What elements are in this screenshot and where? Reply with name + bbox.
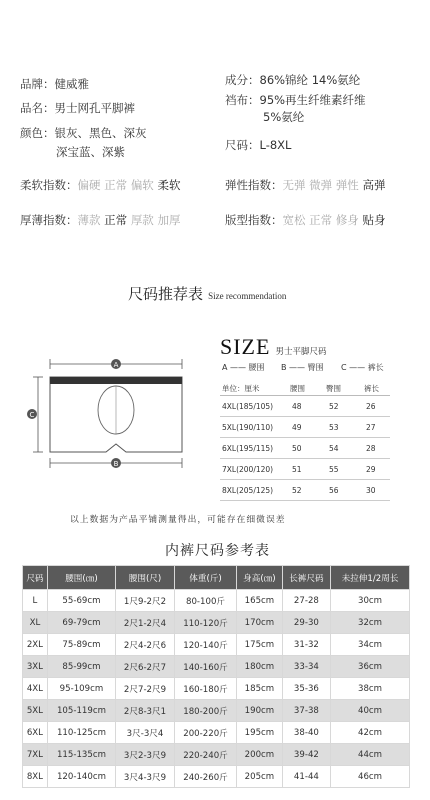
small-table-row-divider	[220, 500, 390, 501]
ref-table-cell: 3尺-3尺4	[116, 722, 175, 744]
ref-table-cell: 140-160斤	[174, 656, 236, 678]
thickness-opt-3: 加厚	[157, 213, 181, 227]
fit-index	[225, 212, 385, 229]
small-table-size-cell: 6XL(195/115)	[222, 444, 274, 453]
table-row	[23, 590, 410, 612]
ref-table-title: 内裤尺码参考表	[165, 543, 270, 559]
table-row	[23, 612, 410, 634]
size-subtitle: 男士平脚尺码	[275, 347, 327, 357]
ref-table-size-cell: XL	[23, 612, 48, 634]
product-name-text: 品名：男士网孔平脚裤	[20, 101, 135, 115]
divider	[220, 395, 390, 396]
table-row	[23, 634, 410, 656]
legend-b: B —— 臀围	[281, 363, 324, 372]
ref-table-cell: 120-140斤	[174, 634, 236, 656]
ref-table-cell: 32cm	[331, 612, 410, 634]
small-table-header-waist: 腰围	[290, 384, 305, 393]
small-table-value-cell: 48	[292, 402, 302, 411]
ref-table-cell: 38-40	[282, 722, 330, 744]
small-table-value-cell: 29	[366, 465, 376, 474]
small-table-value-cell: 49	[292, 423, 302, 432]
ref-table-cell: 2尺4-2尺6	[116, 634, 175, 656]
small-table-header-hip: 臀围	[326, 384, 341, 393]
softness-opt-0: 偏硬	[77, 178, 101, 192]
ref-table-cell: 75-89cm	[47, 634, 115, 656]
small-table-size-cell: 7XL(200/120)	[222, 465, 274, 474]
thickness-opt-2: 厚款	[130, 213, 154, 227]
ref-table-cell: 44cm	[331, 744, 410, 766]
label-b: B	[113, 460, 119, 468]
small-table-value-cell: 26	[366, 402, 376, 411]
ref-table-cell: 33-34	[282, 656, 330, 678]
elasticity-opt-2: 弹性	[335, 178, 359, 192]
size-recommend-title-en: Size recommendation	[208, 291, 287, 301]
ref-table-cell: 190cm	[237, 700, 283, 722]
ref-table-header-row	[23, 566, 410, 590]
ref-table-cell: 110-125cm	[47, 722, 115, 744]
ref-table-cell: 185cm	[237, 678, 283, 700]
size-range-text: 尺码：L-8XL	[225, 138, 292, 152]
ref-table-cell: 165cm	[237, 590, 283, 612]
ref-table-cell: 240-260斤	[174, 766, 236, 788]
thickness-opt-1: 正常	[104, 213, 128, 227]
ref-table-cell: 3尺4-3尺9	[116, 766, 175, 788]
ref-table-size-cell: 2XL	[23, 634, 48, 656]
ref-table-cell: 205cm	[237, 766, 283, 788]
size-recommend-title	[128, 283, 286, 304]
brand-text: 品牌：健威雅	[20, 77, 89, 91]
ref-table-cell: 160-180斤	[174, 678, 236, 700]
lining-line1: 裆布：95%再生纤维素纤维	[225, 93, 366, 107]
label-c: C	[29, 411, 35, 419]
ref-table-cell: 120-140cm	[47, 766, 115, 788]
ref-table-header-cell: 身高(㎝)	[237, 566, 283, 590]
ref-table-cell: 46cm	[331, 766, 410, 788]
ref-table-cell: 175cm	[237, 634, 283, 656]
ref-table-cell: 36cm	[331, 656, 410, 678]
softness-opt-3: 柔软	[157, 178, 181, 192]
ref-table-cell: 200-220斤	[174, 722, 236, 744]
ref-table-header-cell: 腰围(㎝)	[47, 566, 115, 590]
ref-table-cell: 38cm	[331, 678, 410, 700]
ref-table-cell: 2尺6-2尺7	[116, 656, 175, 678]
ref-table-cell: 180cm	[237, 656, 283, 678]
small-table-header-unit: 单位：厘米	[222, 384, 260, 393]
fit-label: 版型指数：	[225, 213, 283, 227]
ref-table-header-cell: 未拉伸1/2周长	[331, 566, 410, 590]
ref-table-cell: 31-32	[282, 634, 330, 656]
ref-table-size-cell: 8XL	[23, 766, 48, 788]
ref-table-cell: 220-240斤	[174, 744, 236, 766]
measure-note: 以上数据为产品平铺测量得出，可能存在细微误差	[70, 515, 286, 525]
ref-table-size-cell: 7XL	[23, 744, 48, 766]
table-row	[23, 700, 410, 722]
ref-table-header-cell: 腰围(尺)	[116, 566, 175, 590]
elasticity-label: 弹性指数：	[225, 178, 283, 192]
ref-table-cell: 29-30	[282, 612, 330, 634]
ref-table-cell: 39-42	[282, 744, 330, 766]
label-a: A	[113, 361, 119, 369]
ref-table-cell: 2尺7-2尺9	[116, 678, 175, 700]
size-recommend-title-cn: 尺码推荐表	[128, 285, 204, 303]
briefs-diagram	[20, 352, 200, 472]
ref-table-cell: 2尺8-3尺1	[116, 700, 175, 722]
fit-opt-2: 修身	[335, 213, 359, 227]
ref-table-cell: 27-28	[282, 590, 330, 612]
small-table-value-cell: 30	[366, 486, 376, 495]
size-heading	[220, 334, 327, 360]
elasticity-opt-1: 微弹	[309, 178, 333, 192]
ref-table-size-cell: 6XL	[23, 722, 48, 744]
fit-opt-0: 宽松	[282, 213, 306, 227]
small-table-value-cell: 52	[329, 402, 339, 411]
ref-table-body	[23, 590, 410, 788]
table-row	[23, 722, 410, 744]
color-line1: 颜色：银灰、黑色、深灰	[20, 126, 147, 140]
size-reference-table	[22, 565, 410, 788]
table-row	[23, 744, 410, 766]
ref-table-header-cell: 尺码	[23, 566, 48, 590]
ref-table-cell: 2尺1-2尺4	[116, 612, 175, 634]
small-table-size-cell: 4XL(185/105)	[222, 402, 274, 411]
ref-table-cell: 34cm	[331, 634, 410, 656]
ref-table-size-cell: 5XL	[23, 700, 48, 722]
small-table-row-divider	[220, 416, 390, 417]
ref-table-size-cell: 4XL	[23, 678, 48, 700]
ref-table-cell: 37-38	[282, 700, 330, 722]
ref-table-cell: 35-36	[282, 678, 330, 700]
small-table-row-divider	[220, 458, 390, 459]
small-table-size-cell: 5XL(190/110)	[222, 423, 274, 432]
ref-table-cell: 3尺2-3尺9	[116, 744, 175, 766]
size-word: SIZE	[220, 334, 271, 359]
ref-table-cell: 40cm	[331, 700, 410, 722]
elasticity-opt-0: 无弹	[282, 178, 306, 192]
small-table-value-cell: 54	[329, 444, 339, 453]
ref-table-cell: 41-44	[282, 766, 330, 788]
ref-table-cell: 105-119cm	[47, 700, 115, 722]
fit-opt-3: 贴身	[362, 213, 386, 227]
ref-table-header-cell: 长裤尺码	[282, 566, 330, 590]
table-row	[23, 678, 410, 700]
small-table-value-cell: 53	[329, 423, 339, 432]
lining-line2: 5%氨纶	[263, 110, 305, 124]
ref-table-cell: 110-120斤	[174, 612, 236, 634]
ref-table-cell: 42cm	[331, 722, 410, 744]
ref-table-cell: 55-69cm	[47, 590, 115, 612]
ref-table-cell: 69-79cm	[47, 612, 115, 634]
ref-table-size-cell: 3XL	[23, 656, 48, 678]
small-table-value-cell: 50	[292, 444, 302, 453]
elasticity-index	[225, 177, 385, 194]
small-table-row-divider	[220, 437, 390, 438]
small-table-value-cell: 28	[366, 444, 376, 453]
table-row	[23, 766, 410, 788]
ref-table-cell: 115-135cm	[47, 744, 115, 766]
ref-table-header-cell: 体重(斤)	[174, 566, 236, 590]
small-table-size-cell: 8XL(205/125)	[222, 486, 274, 495]
small-table-header-length: 裤长	[364, 384, 379, 393]
ref-table-cell: 195cm	[237, 722, 283, 744]
elasticity-opt-3: 高弹	[362, 178, 386, 192]
softness-opt-2: 偏软	[130, 178, 154, 192]
color-line2: 深宝蓝、深紫	[56, 145, 125, 159]
ref-table-cell: 85-99cm	[47, 656, 115, 678]
ref-table-cell: 200cm	[237, 744, 283, 766]
small-table-value-cell: 56	[329, 486, 339, 495]
ref-table-cell: 80-100斤	[174, 590, 236, 612]
composition-text: 成分：86%锦纶 14%氨纶	[225, 73, 361, 87]
small-table-row-divider	[220, 479, 390, 480]
small-table-value-cell: 55	[329, 465, 339, 474]
legend-c: C —— 裤长	[341, 363, 384, 372]
small-table-value-cell: 51	[292, 465, 302, 474]
ref-table-cell: 1尺9-2尺2	[116, 590, 175, 612]
ref-table-cell: 180-200斤	[174, 700, 236, 722]
ref-table-cell: 170cm	[237, 612, 283, 634]
legend-a: A —— 腰围	[222, 363, 265, 372]
softness-label: 柔软指数：	[20, 178, 78, 192]
fit-opt-1: 正常	[309, 213, 333, 227]
ref-table-cell: 95-109cm	[47, 678, 115, 700]
thickness-opt-0: 薄款	[77, 213, 101, 227]
small-table-value-cell: 52	[292, 486, 302, 495]
ref-table-size-cell: L	[23, 590, 48, 612]
ref-table-cell: 30cm	[331, 590, 410, 612]
thickness-label: 厚薄指数：	[20, 213, 78, 227]
softness-opt-1: 正常	[104, 178, 128, 192]
softness-index	[20, 177, 180, 194]
thickness-index	[20, 212, 180, 229]
table-row	[23, 656, 410, 678]
small-table-value-cell: 27	[366, 423, 376, 432]
